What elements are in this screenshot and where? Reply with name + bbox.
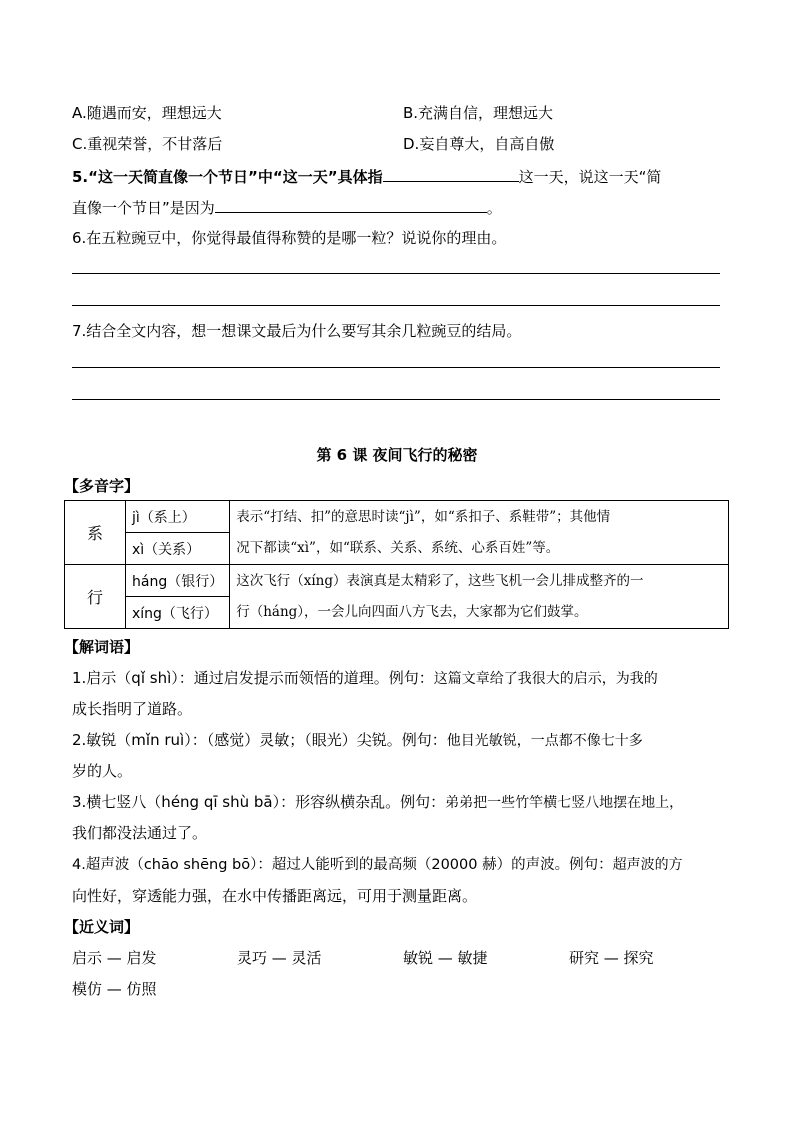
question-5-text-cont: 这一天，说这一天“简 [518, 168, 662, 186]
word-item-2 [72, 730, 643, 751]
section-heading-polyphone: 【多音字】 [64, 477, 140, 495]
lesson-title: 第 6 课 夜间飞行的秘密 [316, 446, 478, 464]
polyphone-reading: jì（系上） [126, 501, 230, 533]
word-example-cont: 成长指明了道路。 [72, 700, 193, 718]
option-d: D.妄自尊大，自高自傲 [403, 135, 555, 153]
answer-blank-5a[interactable] [383, 165, 519, 182]
word-example: 他目光敏锐，一点都不像七十多 [446, 733, 643, 749]
synonym-pair: 研究 — 探究 [569, 949, 654, 967]
question-5-period: 。 [486, 199, 502, 217]
word-example-cont: 向性好，穿透能力强，在水中传播距离远，可用于测量距离。 [72, 887, 478, 905]
question-5-line1 [72, 165, 661, 187]
answer-line-6a[interactable] [72, 273, 720, 274]
question-6: 6.在五粒豌豆中，你觉得最值得称赞的是哪一粒？说说你的理由。 [72, 229, 507, 247]
answer-line-7b[interactable] [72, 399, 720, 400]
synonym-pair: 灵巧 — 灵活 [237, 949, 322, 967]
word-definition: 4.超声波（chāo shēng bō）：超过人能听到的最高频（20000 赫）的声波。例句： [72, 857, 613, 873]
word-example-cont: 我们都没法通过了。 [72, 824, 208, 842]
section-heading-words: 【解词语】 [64, 638, 140, 656]
question-5-line2 [72, 196, 502, 218]
question-5-text: 5.“这一天简直像一个节日”中“这一天”具体指 [72, 168, 383, 186]
question-5-text-line2: 直像一个节日”是因为 [72, 199, 215, 217]
synonym-pair: 启示 — 启发 [72, 949, 157, 967]
word-example: 这篇文章给了我很大的启示，为我的 [433, 671, 658, 687]
table-row [65, 501, 729, 533]
answer-line-6b[interactable] [72, 305, 720, 306]
answer-blank-5b[interactable] [215, 196, 487, 213]
polyphone-reading: xì（关系） [126, 533, 230, 565]
polyphone-char: 系 [65, 501, 126, 565]
synonym-pair: 敏锐 — 敏捷 [403, 949, 488, 967]
word-example: 弟弟把一些竹竿横七竖八地摆在地上， [445, 795, 684, 811]
table-row [65, 565, 729, 597]
word-item-3 [72, 792, 683, 813]
word-definition: 1.启示（qǐ shì）：通过启发提示而领悟的道理。例句： [72, 669, 434, 687]
option-c: C.重视荣誉，不甘落后 [72, 135, 223, 153]
polyphone-char: 行 [65, 565, 126, 629]
word-item-1 [72, 668, 658, 689]
polyphone-explanation-line: 况下都读“xì”，如“联系、关系、系统、心系百姓”等。 [236, 539, 560, 556]
polyphone-explanation-line: 这次飞行（xíng）表演真是太精彩了，这些飞机一会儿排成整齐的一 [236, 572, 644, 589]
polyphone-reading: xíng（飞行） [126, 597, 230, 629]
word-example: 超声波的方 [612, 857, 683, 873]
section-heading-synonyms: 【近义词】 [64, 918, 140, 936]
word-example-cont: 岁的人。 [72, 762, 133, 780]
word-definition: 2.敏锐（mǐn ruì）：（感觉）灵敏；（眼光）尖锐。例句： [72, 731, 447, 749]
option-b: B.充满自信，理想远大 [403, 104, 554, 122]
answer-line-7a[interactable] [72, 367, 720, 368]
word-item-4 [72, 855, 683, 875]
polyphone-reading: háng（银行） [126, 565, 230, 597]
word-definition: 3.横七竖八（héng qī shù bā）：形容纵横杂乱。例句： [72, 793, 446, 811]
polyphone-explanation [230, 565, 729, 629]
polyphone-explanation [230, 501, 729, 565]
synonym-pair: 模仿 — 仿照 [72, 980, 157, 998]
option-a: A.随遇而安，理想远大 [72, 104, 222, 122]
polyphone-table [64, 500, 729, 629]
polyphone-explanation-line: 行（háng），一会儿向四面八方飞去，大家都为它们鼓掌。 [236, 603, 588, 620]
question-7: 7.结合全文内容，想一想课文最后为什么要写其余几粒豌豆的结局。 [72, 322, 522, 340]
polyphone-explanation-line: 表示“打结、扣”的意思时读“jì”，如“系扣子、系鞋带”；其他情 [236, 508, 611, 525]
